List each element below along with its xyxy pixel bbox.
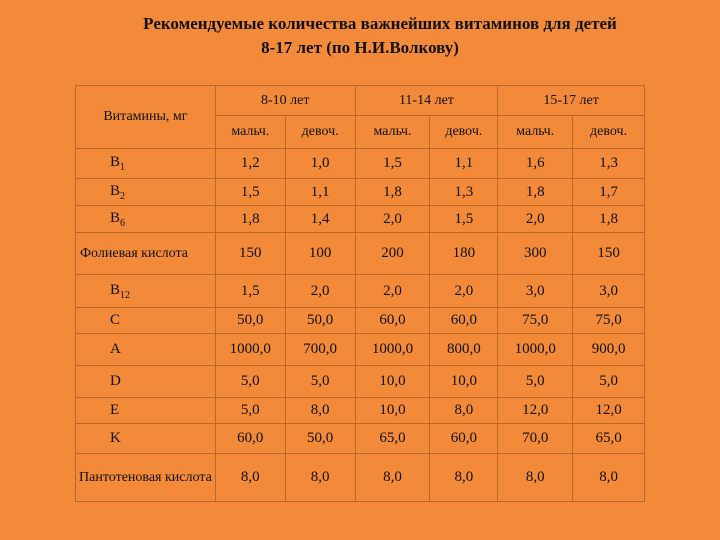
vitamin-name-cell <box>76 275 216 308</box>
value-cell: 2,0 <box>285 275 355 308</box>
value-cell: 50,0 <box>285 424 355 454</box>
value-cell: 1,6 <box>498 149 573 179</box>
value-cell: 700,0 <box>285 334 355 366</box>
table-row <box>76 454 645 502</box>
value-cell: 1,8 <box>573 206 645 233</box>
value-cell: 1,5 <box>430 206 498 233</box>
vitamin-name-cell <box>76 149 216 179</box>
value-cell: 10,0 <box>430 366 498 398</box>
value-cell: 5,0 <box>215 366 285 398</box>
value-cell: 1,5 <box>355 149 430 179</box>
value-cell: 10,0 <box>355 398 430 424</box>
value-cell: 1,4 <box>285 206 355 233</box>
vitamins-column-header: Витамины, мг <box>76 86 216 149</box>
vitamin-table <box>75 85 645 502</box>
vitamin-name-cell <box>76 454 216 502</box>
value-cell: 1,8 <box>355 179 430 206</box>
value-cell: 900,0 <box>573 334 645 366</box>
value-cell: 2,0 <box>355 206 430 233</box>
sex-column-header: мальч. <box>355 116 430 149</box>
value-cell: 1,0 <box>285 149 355 179</box>
table-row <box>76 398 645 424</box>
vitamin-name-cell <box>76 424 216 454</box>
sex-column-header: девоч. <box>285 116 355 149</box>
value-cell: 5,0 <box>573 366 645 398</box>
table-row <box>76 366 645 398</box>
value-cell: 800,0 <box>430 334 498 366</box>
value-cell: 8,0 <box>498 454 573 502</box>
vitamin-name: B <box>110 154 121 170</box>
slide-title <box>0 12 720 60</box>
value-cell: 1,3 <box>573 149 645 179</box>
value-cell: 75,0 <box>573 308 645 334</box>
vitamin-name: E <box>110 402 120 418</box>
table-row <box>76 275 645 308</box>
vitamin-name-cell <box>76 398 216 424</box>
vitamin-name-cell <box>76 334 216 366</box>
value-cell: 60,0 <box>430 424 498 454</box>
vitamin-subscript: 6 <box>120 217 126 229</box>
value-cell: 10,0 <box>355 366 430 398</box>
vitamin-name: Пантотеновая кислота <box>79 469 212 485</box>
vitamin-name: Фолиевая кислота <box>80 245 188 261</box>
vitamin-name: C <box>110 312 121 328</box>
value-cell: 12,0 <box>498 398 573 424</box>
age-group-header: 11-14 лет <box>355 86 498 116</box>
value-cell: 300 <box>498 233 573 275</box>
value-cell: 150 <box>215 233 285 275</box>
value-cell: 75,0 <box>498 308 573 334</box>
vitamin-name-cell <box>76 179 216 206</box>
value-cell: 1000,0 <box>355 334 430 366</box>
vitamin-name-cell <box>76 308 216 334</box>
vitamin-name: K <box>110 430 121 446</box>
vitamin-name: D <box>110 373 121 389</box>
value-cell: 1,2 <box>215 149 285 179</box>
value-cell: 12,0 <box>573 398 645 424</box>
age-group-header: 15-17 лет <box>498 86 645 116</box>
value-cell: 1,8 <box>215 206 285 233</box>
value-cell: 60,0 <box>355 308 430 334</box>
table-row <box>76 424 645 454</box>
value-cell: 180 <box>430 233 498 275</box>
value-cell: 70,0 <box>498 424 573 454</box>
value-cell: 5,0 <box>215 398 285 424</box>
sex-column-header: мальч. <box>215 116 285 149</box>
value-cell: 8,0 <box>285 454 355 502</box>
value-cell: 2,0 <box>498 206 573 233</box>
value-cell: 8,0 <box>430 398 498 424</box>
value-cell: 8,0 <box>285 398 355 424</box>
value-cell: 50,0 <box>215 308 285 334</box>
vitamin-name: B <box>110 281 121 298</box>
value-cell: 8,0 <box>355 454 430 502</box>
table-row <box>76 206 645 233</box>
header-row-age <box>76 86 645 116</box>
value-cell: 1,1 <box>430 149 498 179</box>
vitamin-name: B <box>110 209 121 226</box>
value-cell: 2,0 <box>355 275 430 308</box>
value-cell: 1000,0 <box>498 334 573 366</box>
vitamin-subscript: 1 <box>120 162 126 173</box>
value-cell: 65,0 <box>573 424 645 454</box>
vitamin-subscript: 2 <box>120 190 126 202</box>
vitamin-name: A <box>110 341 121 357</box>
title-line-2: 8-17 лет (по Н.И.Волкову) <box>261 38 459 57</box>
sex-column-header: мальч. <box>498 116 573 149</box>
value-cell: 60,0 <box>430 308 498 334</box>
vitamin-name-cell <box>76 366 216 398</box>
value-cell: 1,1 <box>285 179 355 206</box>
value-cell: 1000,0 <box>215 334 285 366</box>
value-cell: 100 <box>285 233 355 275</box>
vitamin-name-cell <box>76 206 216 233</box>
vitamin-subscript: 12 <box>120 289 131 301</box>
value-cell: 8,0 <box>573 454 645 502</box>
value-cell: 1,5 <box>215 179 285 206</box>
value-cell: 1,3 <box>430 179 498 206</box>
table-row <box>76 308 645 334</box>
value-cell: 1,7 <box>573 179 645 206</box>
table-row <box>76 233 645 275</box>
value-cell: 3,0 <box>498 275 573 308</box>
value-cell: 5,0 <box>498 366 573 398</box>
sex-column-header: девоч. <box>573 116 645 149</box>
value-cell: 8,0 <box>215 454 285 502</box>
value-cell: 8,0 <box>430 454 498 502</box>
value-cell: 2,0 <box>430 275 498 308</box>
age-group-header: 8-10 лет <box>215 86 355 116</box>
sex-column-header: девоч. <box>430 116 498 149</box>
vitamin-name: B <box>110 182 121 199</box>
table-row <box>76 149 645 179</box>
value-cell: 150 <box>573 233 645 275</box>
value-cell: 3,0 <box>573 275 645 308</box>
value-cell: 65,0 <box>355 424 430 454</box>
value-cell: 5,0 <box>285 366 355 398</box>
table-row <box>76 334 645 366</box>
value-cell: 1,5 <box>215 275 285 308</box>
title-line-1: Рекомендуемые количества важнейших витаминов для детей <box>143 14 617 33</box>
value-cell: 60,0 <box>215 424 285 454</box>
vitamin-name-cell <box>76 233 216 275</box>
value-cell: 1,8 <box>498 179 573 206</box>
value-cell: 50,0 <box>285 308 355 334</box>
value-cell: 200 <box>355 233 430 275</box>
table-row <box>76 179 645 206</box>
